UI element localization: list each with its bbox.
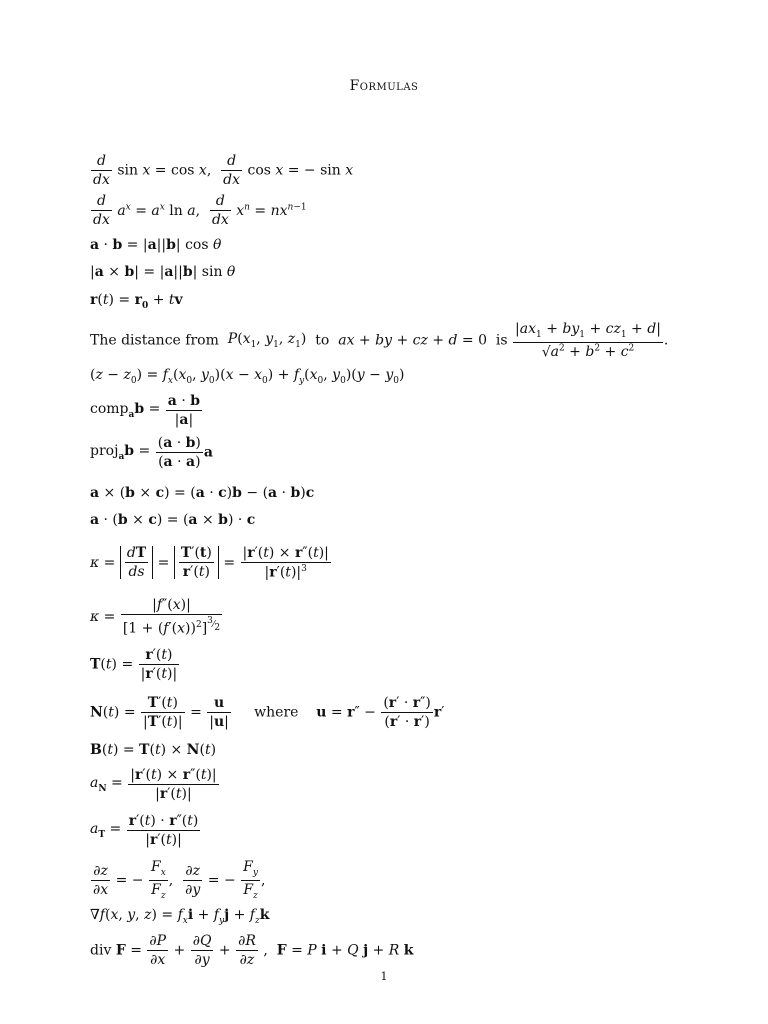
formula-tangent-plane: $(z - z_0) = f_x(x_0$, $y_0)(x - x_0) + f_y(x_0$, $y_0)(y - y_0)$ [90,367,405,386]
formula-scalar-triple: a · (b × c) = (a × b) · c [90,512,256,528]
formula-triple-cross: a × (b × c) = (a · c)b − (a · b)c [90,485,315,501]
distance-mid-text: to [315,332,330,349]
distance-is-text: is [495,332,508,349]
formula-curvature-function: κ = $\frac{|f''(x)|}{[1 + (f'(x))^2]^{^3⁄_2}}$ [90,597,221,637]
formula-unit-tangent: T(t) = $\frac{r'(t)}{|r'(t)|}$ [90,647,178,682]
formula-scalar-projection: comp$_a$b = $\frac{a \cdot b}{|a|}$ [90,393,201,428]
page-title: Formulas [349,78,419,94]
formula-binormal: B(t) = T(t) × N(t) [90,742,217,758]
distance-prefix-text: The distance from [90,332,219,349]
formula-implicit-differentiation: $\frac{\partial z}{\partial x}$ = − $\frac{F_x}{F_z}$ , $\frac{\partial z}{\partial y}$ = − $\frac{F_y}{F_z}$ , [93,859,266,901]
formula-divergence: div F = $\frac{\partial P}{\partial x}$ + $\frac{\partial Q}{\partial y}$ + $\frac{\partial R}{\partial z}$ , F = P i + Q j + R k [90,933,414,968]
formula-curvature-vector: κ = $\frac{dT}{ds}$ = $\frac{T'(t)}{r'(t)}$ = $\frac{|r'(t) \times r''(t)|}{|r'(t)|^3}$ [90,545,329,581]
formula-normal-acceleration: $a_N$ = $\frac{|r'(t) \times r''(t)|}{|r'(t)|}$ [90,767,217,802]
formula-unit-normal: N(t) = $\frac{T'(t)}{|T'(t)|}$ = $\frac{u}{|u|}$ where u = r″ − $\frac{(r' \cdot r'')}{(r' \cdot r')}$ r′ [90,695,445,730]
formula-cross-product-magnitude: |a × b| = |a||b| sin θ [90,264,236,280]
div-label: div [90,942,112,959]
formula-derivative-sin-cos: $\frac{d}{dx}$ sin x = cos x, $\frac{d}{dx}$ cos x = − sin x [93,153,354,188]
formula-gradient: ∇f(x, y, $z) = f_xi + f_yj + f_zk$ [90,907,270,926]
formula-vector-projection: proj$_a$b = $\frac{(a \cdot b)}{(a \cdot a)}$ a [90,435,213,470]
proj-label: proj [90,442,119,459]
formula-dot-product: a · b = |a||b| cos θ [90,237,222,253]
formula-tangential-acceleration: $a_T$ = $\frac{r'(t) \cdot r''(t)}{|r'(t)|}$ [90,813,199,848]
formula-distance-point-plane: The distance from $P(x_1$, $y_1$, $z_1$) to ax + by + cz + d = 0 is $\frac{|ax_1 + by_1 + cz_1 + d|}{√a^2 + b^2 + c^2}$ . [90,321,669,361]
comp-label: comp [90,400,129,417]
page-number: 1 [380,970,388,983]
formula-line-vector: $r(t) = r_0$ + tv [90,292,183,311]
formula-derivative-exp-power: $\frac{d}{dx}$ $a^x = a^x$ ln a, $\frac{d}{dx}$ $x^n = nx^{n-1}$ [93,193,307,228]
where-text: where [254,704,299,721]
